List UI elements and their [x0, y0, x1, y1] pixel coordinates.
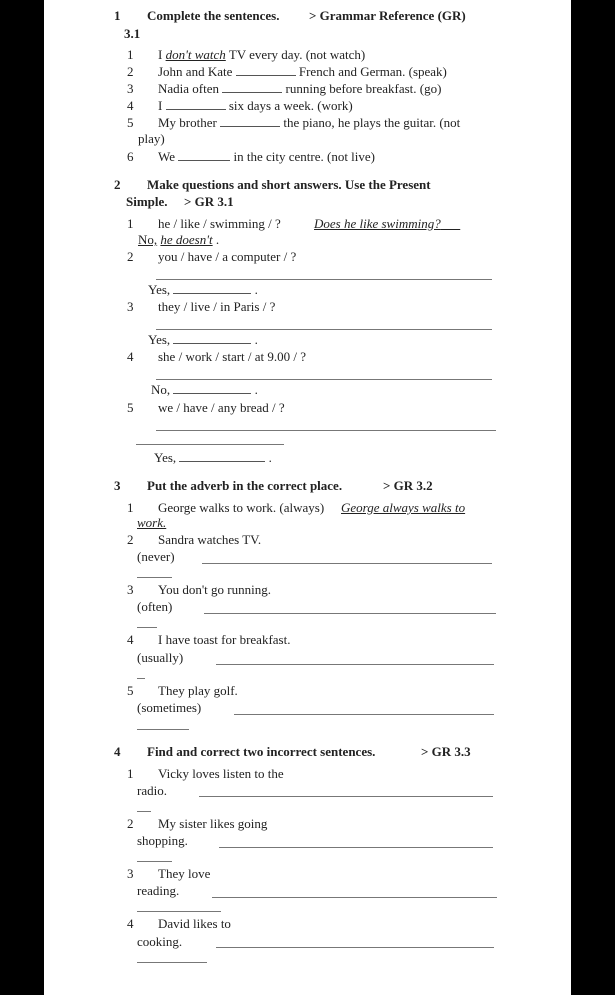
- answer-blank[interactable]: [173, 382, 251, 394]
- section-1-reference-cont: 3.1: [124, 26, 141, 41]
- answer-line[interactable]: [137, 811, 151, 812]
- answer-line[interactable]: [156, 329, 492, 330]
- section-3-number: 3: [114, 478, 121, 493]
- short-answer: Yes, .: [148, 282, 258, 297]
- exercise-item-cont: reading.: [137, 883, 180, 898]
- section-1-title: Complete the sentences.: [147, 8, 280, 23]
- section-1-number: 1: [114, 8, 121, 23]
- short-answer-example: he doesn't: [160, 232, 213, 247]
- item-number: 1: [127, 47, 134, 62]
- example-answer: George always walks to: [341, 500, 466, 515]
- example-answer-cont: work.: [137, 515, 167, 530]
- worksheet-page: [44, 0, 571, 995]
- item-number: 1: [127, 500, 134, 515]
- exercise-item: My sister likes going: [158, 816, 268, 831]
- short-answer-prefix: Yes,: [154, 450, 177, 465]
- item-text: the piano, he plays the guitar. (not: [283, 115, 461, 130]
- exercise-item: Vicky loves listen to the: [158, 766, 284, 781]
- section-3-title: Put the adverb in the correct place.: [147, 478, 343, 493]
- item-number: 4: [127, 98, 134, 113]
- item-number: 4: [127, 632, 134, 647]
- section-2-title-cont: Simple.: [126, 194, 168, 209]
- question-prompt: we / have / any bread / ?: [158, 400, 285, 415]
- item-text: My brother: [158, 115, 217, 130]
- exercise-item-cont: shopping.: [137, 833, 188, 848]
- item-number: 5: [127, 683, 134, 698]
- adverb: (sometimes): [137, 700, 202, 715]
- item-text: running before breakfast. (go): [285, 81, 442, 96]
- exercise-item: [158, 98, 353, 113]
- item-number: 2: [127, 532, 134, 547]
- item-number: 1: [127, 216, 134, 231]
- answer-line[interactable]: [219, 847, 493, 848]
- answer-blank[interactable]: [166, 98, 226, 110]
- answer-line[interactable]: [137, 861, 172, 862]
- section-2-title: Make questions and short answers. Use the Present: [147, 177, 431, 192]
- exercise-item: [158, 64, 447, 79]
- item-text: We: [158, 149, 175, 164]
- item-number: 6: [127, 149, 134, 164]
- answer-line[interactable]: [156, 379, 492, 380]
- answer-line[interactable]: [137, 577, 172, 578]
- exercise-item: [158, 47, 365, 62]
- answer-line[interactable]: [156, 430, 496, 431]
- exercise-item: They love: [158, 866, 211, 881]
- answer-blank[interactable]: [236, 64, 296, 76]
- short-answer-prefix: Yes,: [148, 332, 171, 347]
- item-number: 5: [127, 115, 134, 130]
- item-text: John and Kate: [158, 64, 233, 79]
- short-answer-prefix: No,: [138, 232, 158, 247]
- exercise-item: [158, 81, 441, 96]
- item-text: in the city centre. (not live): [233, 149, 376, 164]
- exercise-item: [158, 115, 460, 130]
- section-3-reference: > GR 3.2: [383, 478, 433, 493]
- item-number: 2: [127, 816, 134, 831]
- exercise-item: [158, 149, 375, 164]
- answer-line[interactable]: [199, 796, 493, 797]
- question-prompt: you / have / a computer / ?: [158, 249, 297, 264]
- answer-line[interactable]: [156, 279, 492, 280]
- section-4-number: 4: [114, 744, 121, 759]
- item-text: Nadia often: [158, 81, 220, 96]
- item-number: 3: [127, 866, 134, 881]
- item-number: 4: [127, 916, 134, 931]
- short-answer: [138, 232, 219, 247]
- answer-blank[interactable]: [220, 115, 280, 127]
- answer-line[interactable]: [137, 627, 157, 628]
- answer-line[interactable]: [137, 678, 145, 679]
- answer-blank[interactable]: [173, 332, 251, 344]
- item-number: 3: [127, 299, 134, 314]
- item-text: French and German. (speak): [298, 64, 447, 79]
- item-number: 5: [127, 400, 134, 415]
- answer-line[interactable]: [137, 962, 207, 963]
- item-number: 1: [127, 766, 134, 781]
- question-prompt: they / live / in Paris / ?: [158, 299, 276, 314]
- item-number: 3: [127, 582, 134, 597]
- answer-blank[interactable]: [173, 282, 251, 294]
- item-text-continued: play): [138, 131, 165, 146]
- item-number: 2: [127, 249, 134, 264]
- exercise-item: I have toast for breakfast.: [158, 632, 291, 647]
- exercise-item: David likes to: [158, 916, 231, 931]
- item-text: I: [158, 47, 163, 62]
- short-answer-end: .: [215, 232, 220, 247]
- exercise-item-cont: radio.: [137, 783, 167, 798]
- answer-line[interactable]: [204, 613, 496, 614]
- section-4-reference: > GR 3.3: [421, 744, 471, 759]
- short-answer: No, .: [151, 382, 258, 397]
- answer-line[interactable]: [216, 664, 494, 665]
- question-prompt: she / work / start / at 9.00 / ?: [158, 349, 307, 364]
- item-text: six days a week. (work): [228, 98, 353, 113]
- adverb: (usually): [137, 650, 184, 665]
- exercise-item-cont: cooking.: [137, 934, 183, 949]
- answer-line[interactable]: [137, 911, 221, 912]
- item-number: 4: [127, 349, 134, 364]
- answer-line[interactable]: [212, 897, 497, 898]
- answer-blank[interactable]: [222, 81, 282, 93]
- exercise-item: They play golf.: [158, 683, 238, 698]
- adverb: (never): [137, 549, 175, 564]
- answer-line[interactable]: [136, 444, 284, 445]
- exercise-item: Sandra watches TV.: [158, 532, 262, 547]
- item-number: 2: [127, 64, 134, 79]
- answer-blank[interactable]: [179, 450, 265, 462]
- short-answer-prefix: Yes,: [148, 282, 171, 297]
- question-prompt: he / like / swimming / ?: [158, 216, 281, 231]
- exercise-item: George walks to work. (always): [158, 500, 325, 515]
- answer-line[interactable]: [202, 563, 492, 564]
- adverb: (often): [137, 599, 173, 614]
- section-2-number: 2: [114, 177, 121, 192]
- answer-line[interactable]: [216, 947, 494, 948]
- item-number: 3: [127, 81, 134, 96]
- section-2-reference: > GR 3.1: [184, 194, 234, 209]
- answer-line[interactable]: [234, 714, 494, 715]
- answer-blank[interactable]: [178, 149, 230, 161]
- item-text: I: [158, 98, 163, 113]
- answer-line[interactable]: [137, 729, 189, 730]
- section-4-title: Find and correct two incorrect sentences.: [147, 744, 376, 759]
- short-answer: Yes, .: [154, 450, 272, 465]
- section-1-reference: > Grammar Reference (GR): [309, 8, 466, 23]
- short-answer-prefix: No,: [151, 382, 171, 397]
- example-answer: don't watch: [165, 47, 226, 62]
- example-answer: [314, 216, 460, 231]
- item-text: TV every day. (not watch): [228, 47, 366, 62]
- example-answer-text: Does he like swimming?: [314, 216, 441, 231]
- short-answer: Yes, .: [148, 332, 258, 347]
- exercise-item: You don't go running.: [158, 582, 271, 597]
